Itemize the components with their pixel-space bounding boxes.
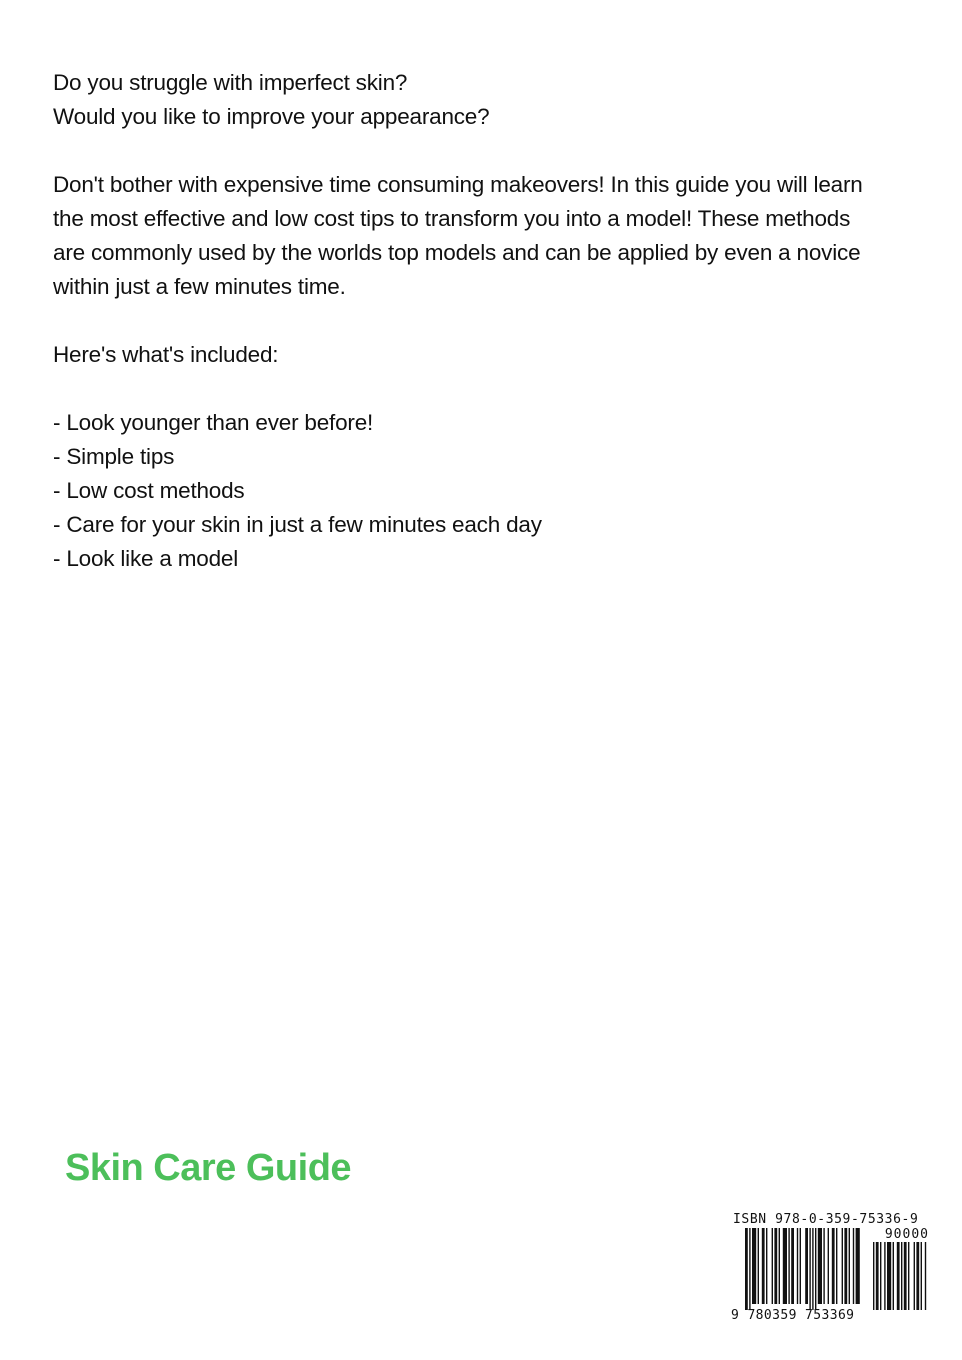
isbn-label: ISBN 978-0-359-75336-9 [733, 1212, 919, 1227]
barcode-bar [818, 1228, 822, 1304]
addon-bar [887, 1242, 891, 1310]
spacer [53, 304, 913, 338]
ean-digits: 9 780359 753369 [731, 1308, 855, 1323]
barcode-bar [772, 1228, 773, 1304]
barcode-bar [832, 1228, 835, 1304]
addon-bar [921, 1242, 922, 1310]
addon-bar [904, 1242, 907, 1310]
brand-title: Skin Care Guide [65, 1147, 352, 1189]
addon-bar [897, 1242, 900, 1310]
barcode-bar [745, 1228, 748, 1310]
barcode-bar [797, 1228, 798, 1304]
barcode-bar [828, 1228, 829, 1304]
barcode-bar [805, 1228, 808, 1304]
barcode-bar [815, 1228, 816, 1310]
addon-bar [884, 1242, 885, 1310]
barcode-bar [779, 1228, 780, 1304]
included-list [53, 406, 913, 576]
barcode-bar [856, 1228, 860, 1304]
barcode-bar [836, 1228, 837, 1304]
spacer [53, 372, 913, 406]
list-item: - Simple tips [53, 444, 175, 469]
addon-bar [901, 1242, 902, 1310]
addon-bar [880, 1242, 881, 1310]
barcode-bar [766, 1228, 767, 1304]
addon-bar [908, 1242, 909, 1310]
list-item: - Look younger than ever before! [53, 410, 374, 435]
barcode-bar [800, 1228, 801, 1304]
barcode-icon [731, 1228, 931, 1310]
back-cover-copy [53, 66, 913, 576]
addon-digits: 90000 [884, 1227, 929, 1242]
description-line-3: are commonly used by the worlds top models and can be applied by even a novice [53, 240, 861, 265]
list-item: - Care for your skin in just a few minutes each day [53, 512, 542, 537]
barcode-bar [758, 1228, 759, 1304]
barcode-bar [809, 1228, 810, 1310]
addon-bar [925, 1242, 926, 1310]
barcode-bar [749, 1228, 750, 1310]
description-line-4: within just a few minutes time. [53, 274, 346, 299]
barcode-bar [853, 1228, 854, 1304]
barcode-bar [774, 1228, 777, 1304]
barcode-bar [844, 1228, 847, 1304]
addon-bar [916, 1242, 919, 1310]
barcode-bar [752, 1228, 756, 1304]
barcode-bar [762, 1228, 765, 1304]
spacer [53, 134, 913, 168]
barcode-bar [849, 1228, 850, 1304]
isbn-barcode [731, 1212, 931, 1330]
barcode-bar [842, 1228, 843, 1304]
list-item: - Look like a model [53, 546, 239, 571]
description-line-1: Don't bother with expensive time consuming makeovers! In this guide you will learn [53, 172, 863, 197]
barcode-bar [788, 1228, 789, 1304]
included-heading: Here's what's included: [53, 342, 279, 367]
barcode-bar [812, 1228, 813, 1310]
addon-bar [914, 1242, 915, 1310]
barcode-bar [791, 1228, 794, 1304]
addon-bar [873, 1242, 874, 1310]
addon-bar [893, 1242, 894, 1310]
list-item: - Low cost methods [53, 478, 245, 503]
description-line-2: the most effective and low cost tips to transform you into a model! These methods [53, 206, 851, 231]
addon-bar [876, 1242, 879, 1310]
barcode-bar [783, 1228, 787, 1304]
intro-question-2: Would you like to improve your appearance? [53, 104, 490, 129]
intro-question-1: Do you struggle with imperfect skin? [53, 70, 408, 95]
barcode-bar [823, 1228, 824, 1304]
